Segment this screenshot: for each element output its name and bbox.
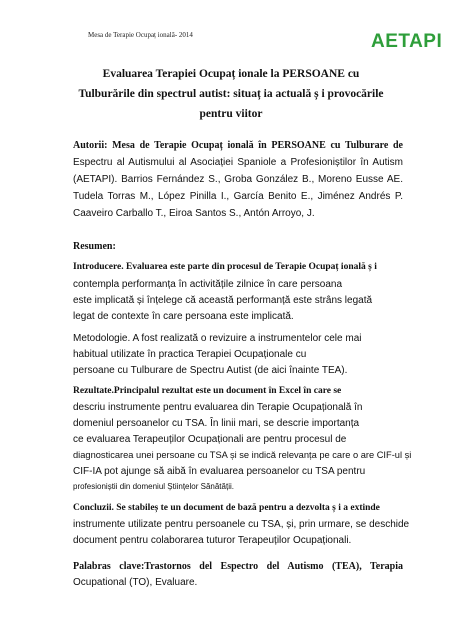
- authors-line-4: Tudela Torras M., López Pinilla I., García Benito E., Jiménez Andrés P.: [73, 191, 403, 202]
- svg-text:AETAPI: AETAPI: [371, 31, 443, 50]
- keywords-line-2: Ocupational (TO), Evaluare.: [73, 577, 198, 588]
- title-line-1: Evaluarea Terapiei Ocupaț ionale la PERSOANE cu: [102, 68, 360, 80]
- intro-line-2: contempla performanța în activitățile zilnice în care persoana: [73, 279, 343, 290]
- concluzii-line-3: document pentru colaborarea tuturor Terapeuților Ocupaționali.: [73, 535, 352, 546]
- authors-line-5: Caaveiro Carballo T., Eiroa Santos S., Antón Arroyo, J.: [73, 208, 315, 219]
- intro-line-1: Introducere. Evaluarea este parte din procesul de Terapie Ocupaț ională ș i: [73, 262, 377, 272]
- concluzii-line-1: Concluzii. Se stabileș te un document de bază pentru a dezvolta ș i a extinde: [73, 503, 380, 513]
- metodologie-line-2: habitual utilizate în practica Terapiei Ocupaționale cu: [73, 349, 307, 360]
- authors-line-2: Espectru al Autismului al Asociației Spaniole a Profesioniștilor în Autism: [73, 157, 403, 168]
- title-line-2: Tulburările din spectrul autist: situaț ia actuală ș i provocările: [78, 88, 384, 100]
- rezultate-line-2: descriu instrumente pentru evaluarea din Terapie Ocupațională în: [73, 402, 363, 413]
- authors-line-1: Autorii: Mesa de Terapie Ocupaț ională în PERSOANE cu Tulburare de: [73, 140, 403, 151]
- concluzii-line-2: instrumente utilizate pentru persoanele cu TSA, și, prin urmare, se deschide: [73, 519, 410, 530]
- authors-line-3: (AETAPI). Barrios Fernández S., Groba González B., Moreno Eusse AE.: [73, 174, 403, 185]
- aetapi-logo-mark: [371, 30, 447, 50]
- rezultate-line-6: CIF-IA pot ajunge să aibă în evaluarea persoanelor cu TSA pentru: [73, 466, 366, 477]
- title-line-3: pentru viitor: [199, 108, 263, 120]
- resumen-heading: Resumen:: [73, 241, 116, 252]
- running-header: Mesa de Terapie Ocupaț ională- 2014: [88, 31, 193, 39]
- metodologie-line-1: Metodologie. A fost realizată o revizuire a instrumentelor cele mai: [73, 333, 362, 344]
- rezultate-line-7: profesioniștii din domeniul Științelor Sănătății.: [73, 482, 234, 491]
- intro-line-4: legat de contexte în care persoana este implicată.: [73, 311, 294, 322]
- keywords-line-1: Palabras clave:Trastornos del Espectro del Autismo (TEA), Terapia: [73, 561, 403, 572]
- metodologie-line-3: persoane cu Tulburare de Spectru Autist (de aici înainte TEA).: [73, 365, 348, 376]
- rezultate-line-5: diagnosticarea unei persoane cu TSA și se indică relevanța pe care o are CIF-ul și: [73, 450, 412, 460]
- rezultate-line-3: domeniul persoanelor cu TSA. În linii mari, se descrie importanța: [73, 418, 360, 429]
- intro-line-3: este implicată și înțelege că această performanță este strâns legată: [73, 295, 373, 306]
- rezultate-line-1: Rezultate.Principalul rezultat este un document în Excel în care se: [73, 386, 342, 396]
- rezultate-line-4: ce evaluarea Terapeuților Ocupaționali are pentru procesul de: [73, 434, 347, 445]
- aetapi-logo: [371, 30, 447, 50]
